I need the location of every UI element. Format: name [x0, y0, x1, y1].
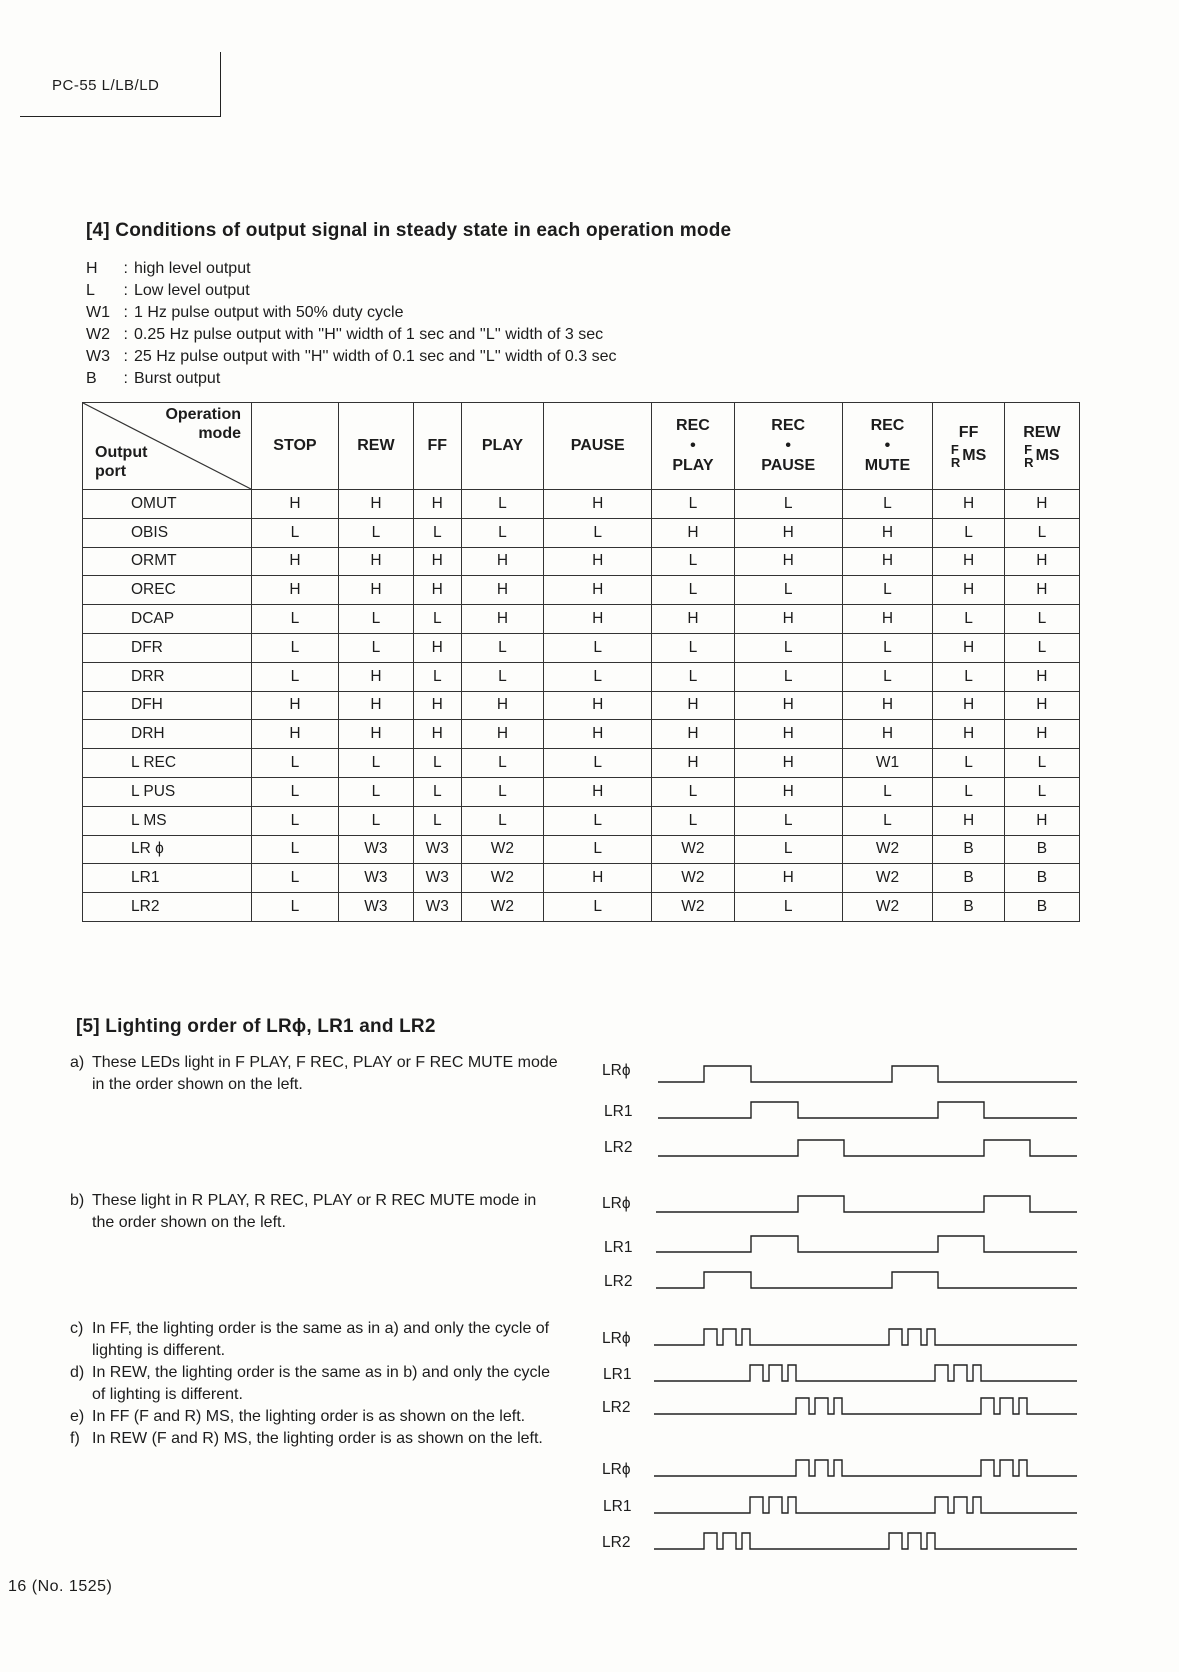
value-cell: L	[252, 806, 339, 835]
value-cell: H	[252, 720, 339, 749]
value-cell: H	[842, 605, 933, 634]
label-lr1-c: LR1	[603, 1366, 632, 1383]
value-cell: H	[933, 547, 1004, 576]
value-cell: H	[734, 749, 842, 778]
value-cell: H	[842, 720, 933, 749]
value-cell: L	[252, 749, 339, 778]
value-cell: L	[652, 662, 735, 691]
value-cell: L	[652, 547, 735, 576]
value-cell: H	[734, 518, 842, 547]
value-cell: L	[544, 662, 652, 691]
label-lr0-d: LRϕ	[602, 1461, 631, 1478]
value-cell: H	[933, 633, 1004, 662]
value-cell: L	[544, 749, 652, 778]
legend-code: W3 :	[86, 348, 128, 365]
column-header: PAUSE	[544, 403, 652, 490]
value-cell: H	[652, 749, 735, 778]
value-cell: B	[1004, 893, 1079, 922]
value-cell: L	[842, 777, 933, 806]
value-cell: L	[842, 662, 933, 691]
section5-title: [5] Lighting order of LRϕ, LR1 and LR2	[76, 1016, 436, 1037]
value-cell: H	[252, 547, 339, 576]
value-cell: L	[414, 749, 462, 778]
legend-code: B :	[86, 370, 128, 387]
wave-lr0-a	[658, 1066, 1077, 1082]
label-lr1-b: LR1	[604, 1239, 633, 1256]
value-cell: H	[544, 547, 652, 576]
port-cell: DCAP	[83, 605, 252, 634]
value-cell: H	[842, 518, 933, 547]
value-cell: L	[544, 835, 652, 864]
wave-lr2-c	[654, 1398, 1077, 1414]
value-cell: L	[252, 864, 339, 893]
value-cell: H	[734, 547, 842, 576]
value-cell: B	[1004, 864, 1079, 893]
item-letter: b)	[70, 1192, 85, 1209]
column-header: PLAY	[461, 403, 544, 490]
item-letter: a)	[70, 1054, 85, 1071]
port-cell: DRH	[83, 720, 252, 749]
label-lr1-d: LR1	[603, 1498, 632, 1515]
legend-desc: 1 Hz pulse output with 50% duty cycle	[134, 304, 404, 321]
value-cell: L	[933, 518, 1004, 547]
page-footer: 16 (No. 1525)	[8, 1578, 113, 1595]
value-cell: L	[544, 518, 652, 547]
wave-lr2-a	[658, 1140, 1077, 1156]
value-cell: W2	[652, 893, 735, 922]
port-cell: L PUS	[83, 777, 252, 806]
value-cell: L	[842, 490, 933, 519]
value-cell: L	[414, 777, 462, 806]
column-header: REC • PLAY	[652, 403, 735, 490]
label-lr2-b: LR2	[604, 1273, 633, 1290]
value-cell: H	[461, 605, 544, 634]
value-cell: W3	[338, 893, 413, 922]
value-cell: L	[652, 777, 735, 806]
column-header: REC • PAUSE	[734, 403, 842, 490]
value-cell: W3	[414, 893, 462, 922]
wave-lr2-b	[656, 1272, 1077, 1288]
column-header: REW F R MS	[1004, 403, 1079, 490]
wave-lr1-c	[654, 1365, 1077, 1381]
value-cell: B	[933, 835, 1004, 864]
value-cell: H	[252, 691, 339, 720]
value-cell: B	[933, 893, 1004, 922]
value-cell: L	[842, 633, 933, 662]
value-cell: L	[734, 835, 842, 864]
value-cell: L	[252, 835, 339, 864]
value-cell: W2	[652, 864, 735, 893]
value-cell: L	[338, 633, 413, 662]
value-cell: L	[544, 633, 652, 662]
item-text: These light in R PLAY, R REC, PLAY or R REC MUTE mode in the order shown on the left.	[92, 1192, 537, 1231]
item-letter: e)	[70, 1408, 85, 1425]
port-cell: ORMT	[83, 547, 252, 576]
value-cell: H	[252, 490, 339, 519]
port-cell: DRR	[83, 662, 252, 691]
value-cell: L	[1004, 518, 1079, 547]
value-cell: L	[461, 518, 544, 547]
legend-desc: Burst output	[134, 370, 221, 387]
value-cell: H	[544, 777, 652, 806]
legend-code: L :	[86, 282, 128, 299]
legend-desc: 25 Hz pulse output with ''H'' width of 0.1 sec and ''L'' width of 0.3 sec	[134, 348, 617, 365]
label-lr2-a: LR2	[604, 1139, 633, 1156]
value-cell: L	[461, 490, 544, 519]
value-cell: L	[252, 633, 339, 662]
value-cell: L	[652, 633, 735, 662]
value-cell: L	[414, 518, 462, 547]
item-text: These LEDs light in F PLAY, F REC, PLAY or F REC MUTE mode in the order shown on the left.	[92, 1054, 558, 1093]
value-cell: H	[933, 576, 1004, 605]
value-cell: W2	[842, 864, 933, 893]
value-cell: H	[414, 576, 462, 605]
value-cell: L	[734, 490, 842, 519]
corner-output-label: Output port	[95, 444, 148, 480]
legend-code: H :	[86, 260, 128, 277]
value-cell: H	[414, 691, 462, 720]
item-text: In REW (F and R) MS, the lighting order is as shown on the left.	[92, 1430, 543, 1447]
port-cell: L REC	[83, 749, 252, 778]
label-lr0-c: LRϕ	[602, 1330, 631, 1347]
value-cell: L	[1004, 749, 1079, 778]
wave-lr1-b	[656, 1236, 1077, 1252]
value-cell: H	[338, 691, 413, 720]
value-cell: H	[1004, 662, 1079, 691]
value-cell: L	[734, 633, 842, 662]
item-text: In FF (F and R) MS, the lighting order is as shown on the left.	[92, 1408, 526, 1425]
value-cell: H	[933, 691, 1004, 720]
label-lr2-c: LR2	[602, 1399, 631, 1416]
column-header: REC • MUTE	[842, 403, 933, 490]
value-cell: H	[338, 720, 413, 749]
value-cell: L	[544, 806, 652, 835]
value-cell: L	[652, 806, 735, 835]
value-cell: H	[414, 490, 462, 519]
corner-operation-label: Operation mode	[165, 406, 241, 442]
value-cell: L	[734, 893, 842, 922]
wave-lr1-d	[654, 1497, 1077, 1513]
column-header: FF F R MS	[933, 403, 1004, 490]
value-cell: H	[544, 605, 652, 634]
port-cell: LR2	[83, 893, 252, 922]
value-cell: L	[414, 605, 462, 634]
value-cell: L	[933, 749, 1004, 778]
value-cell: L	[252, 777, 339, 806]
value-cell: H	[544, 691, 652, 720]
value-cell: L	[1004, 605, 1079, 634]
item-letter: f)	[70, 1430, 80, 1447]
value-cell: H	[1004, 806, 1079, 835]
value-cell: H	[734, 691, 842, 720]
value-cell: H	[544, 864, 652, 893]
wave-lr0-c	[654, 1329, 1077, 1345]
value-cell: L	[734, 806, 842, 835]
legend-desc: high level output	[134, 260, 251, 277]
value-cell: H	[461, 576, 544, 605]
value-cell: H	[461, 691, 544, 720]
value-cell: H	[414, 633, 462, 662]
value-cell: W3	[338, 835, 413, 864]
column-header: REW	[338, 403, 413, 490]
value-cell: W3	[414, 864, 462, 893]
value-cell: H	[652, 518, 735, 547]
label-lr2-d: LR2	[602, 1534, 631, 1551]
value-cell: H	[338, 576, 413, 605]
port-cell: OBIS	[83, 518, 252, 547]
value-cell: W2	[842, 893, 933, 922]
value-cell: H	[1004, 547, 1079, 576]
label-lr1-a: LR1	[604, 1103, 633, 1120]
value-cell: H	[652, 691, 735, 720]
port-cell: LR ϕ	[83, 835, 252, 864]
value-cell: L	[461, 777, 544, 806]
value-cell: W2	[461, 864, 544, 893]
value-cell: L	[338, 518, 413, 547]
value-cell: L	[338, 605, 413, 634]
value-cell: H	[461, 547, 544, 576]
wave-lr2-d	[654, 1533, 1077, 1549]
value-cell: W2	[461, 835, 544, 864]
legend-desc: Low level output	[134, 282, 250, 299]
value-cell: W3	[338, 864, 413, 893]
wave-lr0-d	[654, 1460, 1077, 1476]
value-cell: H	[414, 720, 462, 749]
value-cell: H	[652, 605, 735, 634]
value-cell: H	[544, 720, 652, 749]
value-cell: L	[842, 576, 933, 605]
item-text: In FF, the lighting order is the same as in a) and only the cycle of lighting is different.	[92, 1320, 550, 1359]
value-cell: H	[1004, 720, 1079, 749]
value-cell: L	[461, 662, 544, 691]
value-cell: L	[414, 662, 462, 691]
port-cell: L MS	[83, 806, 252, 835]
value-cell: H	[842, 547, 933, 576]
value-cell: H	[734, 777, 842, 806]
value-cell: L	[734, 662, 842, 691]
item-text: In REW, the lighting order is the same as in b) and only the cycle of lighting is different.	[92, 1364, 551, 1403]
item-letter: d)	[70, 1364, 85, 1381]
legend-code: W2 :	[86, 326, 128, 343]
legend-code: W1 :	[86, 304, 128, 321]
value-cell: L	[933, 662, 1004, 691]
value-cell: H	[544, 576, 652, 605]
value-cell: H	[252, 576, 339, 605]
value-cell: L	[461, 806, 544, 835]
port-cell: DFH	[83, 691, 252, 720]
value-cell: L	[252, 605, 339, 634]
column-header: STOP	[252, 403, 339, 490]
value-cell: L	[338, 777, 413, 806]
value-cell: B	[1004, 835, 1079, 864]
value-cell: L	[652, 490, 735, 519]
value-cell: H	[1004, 576, 1079, 605]
value-cell: H	[414, 547, 462, 576]
value-cell: L	[461, 633, 544, 662]
value-cell: H	[933, 806, 1004, 835]
value-cell: L	[252, 662, 339, 691]
column-header: FF	[414, 403, 462, 490]
value-cell: L	[252, 893, 339, 922]
port-cell: OREC	[83, 576, 252, 605]
value-cell: H	[652, 720, 735, 749]
value-cell: L	[1004, 633, 1079, 662]
value-cell: L	[1004, 777, 1079, 806]
value-cell: B	[933, 864, 1004, 893]
value-cell: L	[338, 749, 413, 778]
value-cell: W3	[414, 835, 462, 864]
value-cell: H	[933, 490, 1004, 519]
port-cell: LR1	[83, 864, 252, 893]
value-cell: H	[338, 490, 413, 519]
value-cell: H	[734, 720, 842, 749]
value-cell: H	[338, 662, 413, 691]
value-cell: L	[933, 605, 1004, 634]
value-cell: H	[544, 490, 652, 519]
label-lr0-a: LRϕ	[602, 1062, 631, 1079]
port-cell: DFR	[83, 633, 252, 662]
value-cell: H	[933, 720, 1004, 749]
value-cell: L	[338, 806, 413, 835]
wave-lr1-a	[658, 1102, 1077, 1118]
value-cell: H	[461, 720, 544, 749]
value-cell: H	[1004, 691, 1079, 720]
value-cell: L	[252, 518, 339, 547]
value-cell: L	[842, 806, 933, 835]
value-cell: L	[544, 893, 652, 922]
value-cell: W2	[652, 835, 735, 864]
value-cell: W2	[842, 835, 933, 864]
value-cell: H	[842, 691, 933, 720]
value-cell: W1	[842, 749, 933, 778]
wave-lr0-b	[656, 1196, 1077, 1212]
value-cell: L	[734, 576, 842, 605]
model-label: PC-55 L/LB/LD	[52, 77, 160, 94]
value-cell: H	[1004, 490, 1079, 519]
value-cell: L	[933, 777, 1004, 806]
value-cell: H	[734, 605, 842, 634]
value-cell: H	[338, 547, 413, 576]
value-cell: L	[414, 806, 462, 835]
legend-desc: 0.25 Hz pulse output with ''H'' width of 1 sec and ''L'' width of 3 sec	[134, 326, 604, 343]
port-cell: OMUT	[83, 490, 252, 519]
item-letter: c)	[70, 1320, 84, 1337]
value-cell: L	[652, 576, 735, 605]
section4-title: [4] Conditions of output signal in steady state in each operation mode	[86, 220, 732, 241]
value-cell: W2	[461, 893, 544, 922]
label-lr0-b: LRϕ	[602, 1195, 631, 1212]
value-cell: H	[734, 864, 842, 893]
value-cell: L	[461, 749, 544, 778]
